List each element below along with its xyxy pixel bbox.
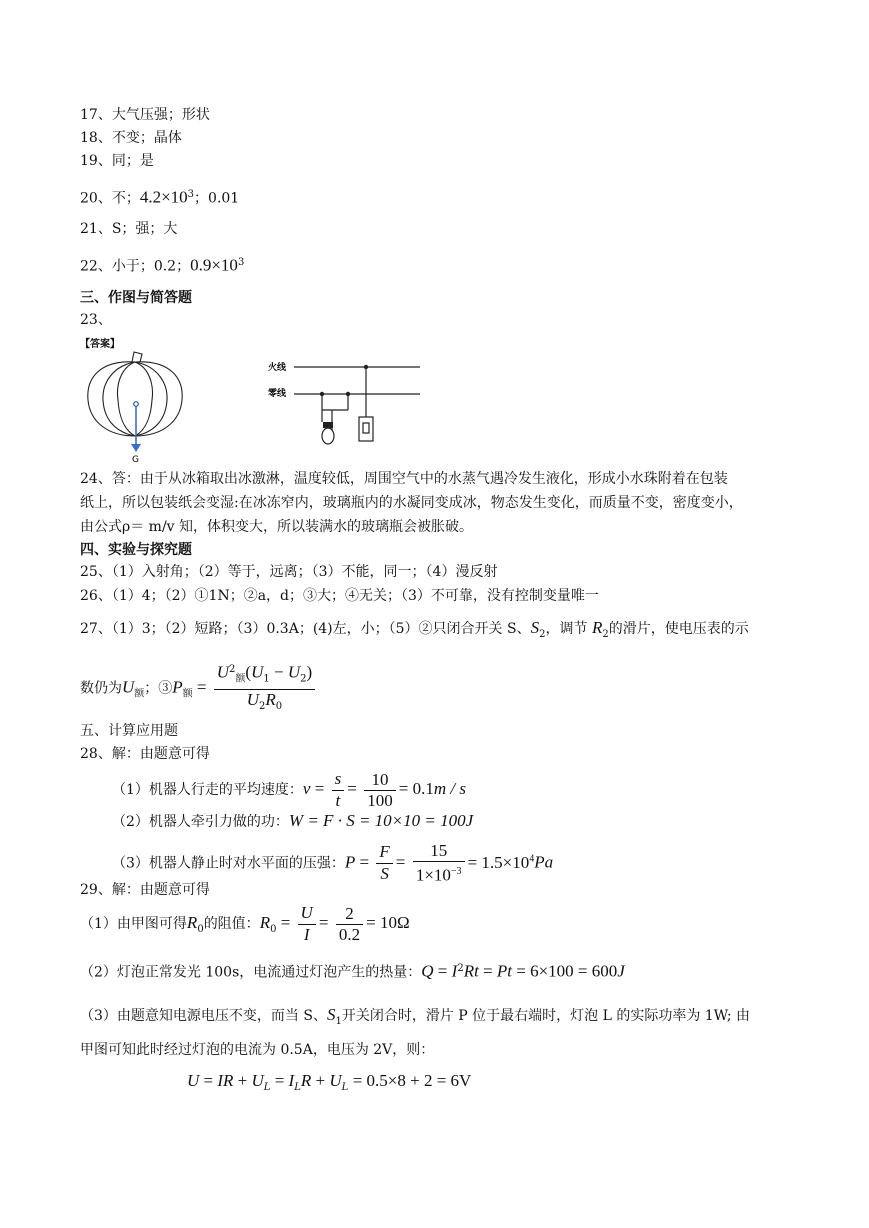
answer-17: 17、大气压强；形状	[80, 107, 210, 123]
answer-18: 18、不变；晶体	[80, 130, 182, 146]
answer-tag: 【答案】	[80, 339, 120, 350]
answer-22: 22、小于；0.2；$0.9\times 10^3$	[80, 255, 245, 275]
section-5-heading: 五、计算应用题	[80, 723, 178, 739]
answer-24-line1: 24、答：由于从冰箱取出冰激淋，温度较低，周围空气中的水蒸气遇冷发生液化，形成小水珠附着在包装	[80, 471, 728, 487]
gravity-label: G	[132, 455, 139, 464]
answer-25: 25、（1）入射角；（2）等于，远离；（3）不能，同一；（4）漫反射	[80, 564, 498, 580]
answer-24-line2: 纸上，所以包装纸会变湿:在冰冻窄内，玻璃瓶内的水凝同变成冰，物态发生变化，而质量不变，密度变小，	[80, 495, 743, 511]
answer-28-1: （1）机器人行走的平均速度：v = $\frac{s}{t}$ = $\frac{10}{100}$ = 0.1m / s	[112, 768, 466, 810]
pumpkin-gravity-figure	[80, 348, 190, 464]
answer-29-3-line1: （3）由题意知电源电压不变，而当 S、$S_1$开关闭合时，滑片 P 位于最右端时，灯泡 L 的实际功率为 1W; 由	[80, 1005, 751, 1027]
answer-27-line2: 数仍为$U_额$；$③P_额$ = $\frac{U^2_额(U_1 - U_2)}{U_2R_0}$	[80, 660, 318, 719]
answer-29-3-line2: 甲图可知此时经过灯泡的电流为 0.5A，电压为 2V，则：	[80, 1042, 435, 1058]
answer-28-3: （3）机器人静止时对水平面的压强：P = $\frac{F}{S}$ = $\frac{15}{1\times 10^{-3}}$ = $1.5\times 10^4Pa$	[112, 841, 554, 885]
wiring-figure	[262, 352, 422, 452]
answer-29-3-equation: U = IR + $U_L = I_LR + U_L = 0.5\times 8 + 2 = 6V$	[187, 1071, 472, 1093]
answer-28-2: （2）机器人牵引力做的功：W = F · S = 10×10 = 100J	[112, 811, 474, 830]
answer-26: 26、（1）4；（2）①1N；②a，d；③大；④无关；（3）不可靠，没有控制变量唯一	[80, 588, 599, 604]
answer-28: 28、解：由题意可得	[80, 746, 210, 762]
answer-29-2: （2）灯泡正常发光 100s，电流通过灯泡产生的热量：$Q = I^2Rt = Pt = 6\times 100 = 600J$	[80, 961, 625, 981]
neutral-wire-label: 零线	[268, 389, 287, 399]
answer-21: 21、S；强；大	[80, 221, 178, 237]
answer-19: 19、同；是	[80, 153, 154, 169]
answer-27-line1: 27、（1）3；（2）短路；（3）0.3A；(4)左，小；（5）②只闭合开关 S、$S_2$，调节 $R_2$的滑片，使电压表的示	[80, 618, 749, 640]
section-4-heading: 四、实验与探究题	[80, 542, 192, 558]
answer-29: 29、解：由题意可得	[80, 882, 210, 898]
answer-24-line3: 由公式ρ＝ m/v 知，体积变大，所以装满水的玻璃瓶会被胀破。	[80, 519, 474, 535]
answer-20: 20、不；$4.2\times 10^3$；0.01	[80, 187, 240, 207]
section-3-heading: 三、作图与简答题	[80, 290, 192, 306]
answer-29-1: （1）由甲图可得$R_0$的阻值：$R_0$ = $\frac{U}{I}$ = $\frac{2}{0.2}$ = 10Ω	[80, 902, 410, 944]
answer-23: 23、	[80, 312, 112, 328]
live-wire-label: 火线	[268, 363, 287, 373]
